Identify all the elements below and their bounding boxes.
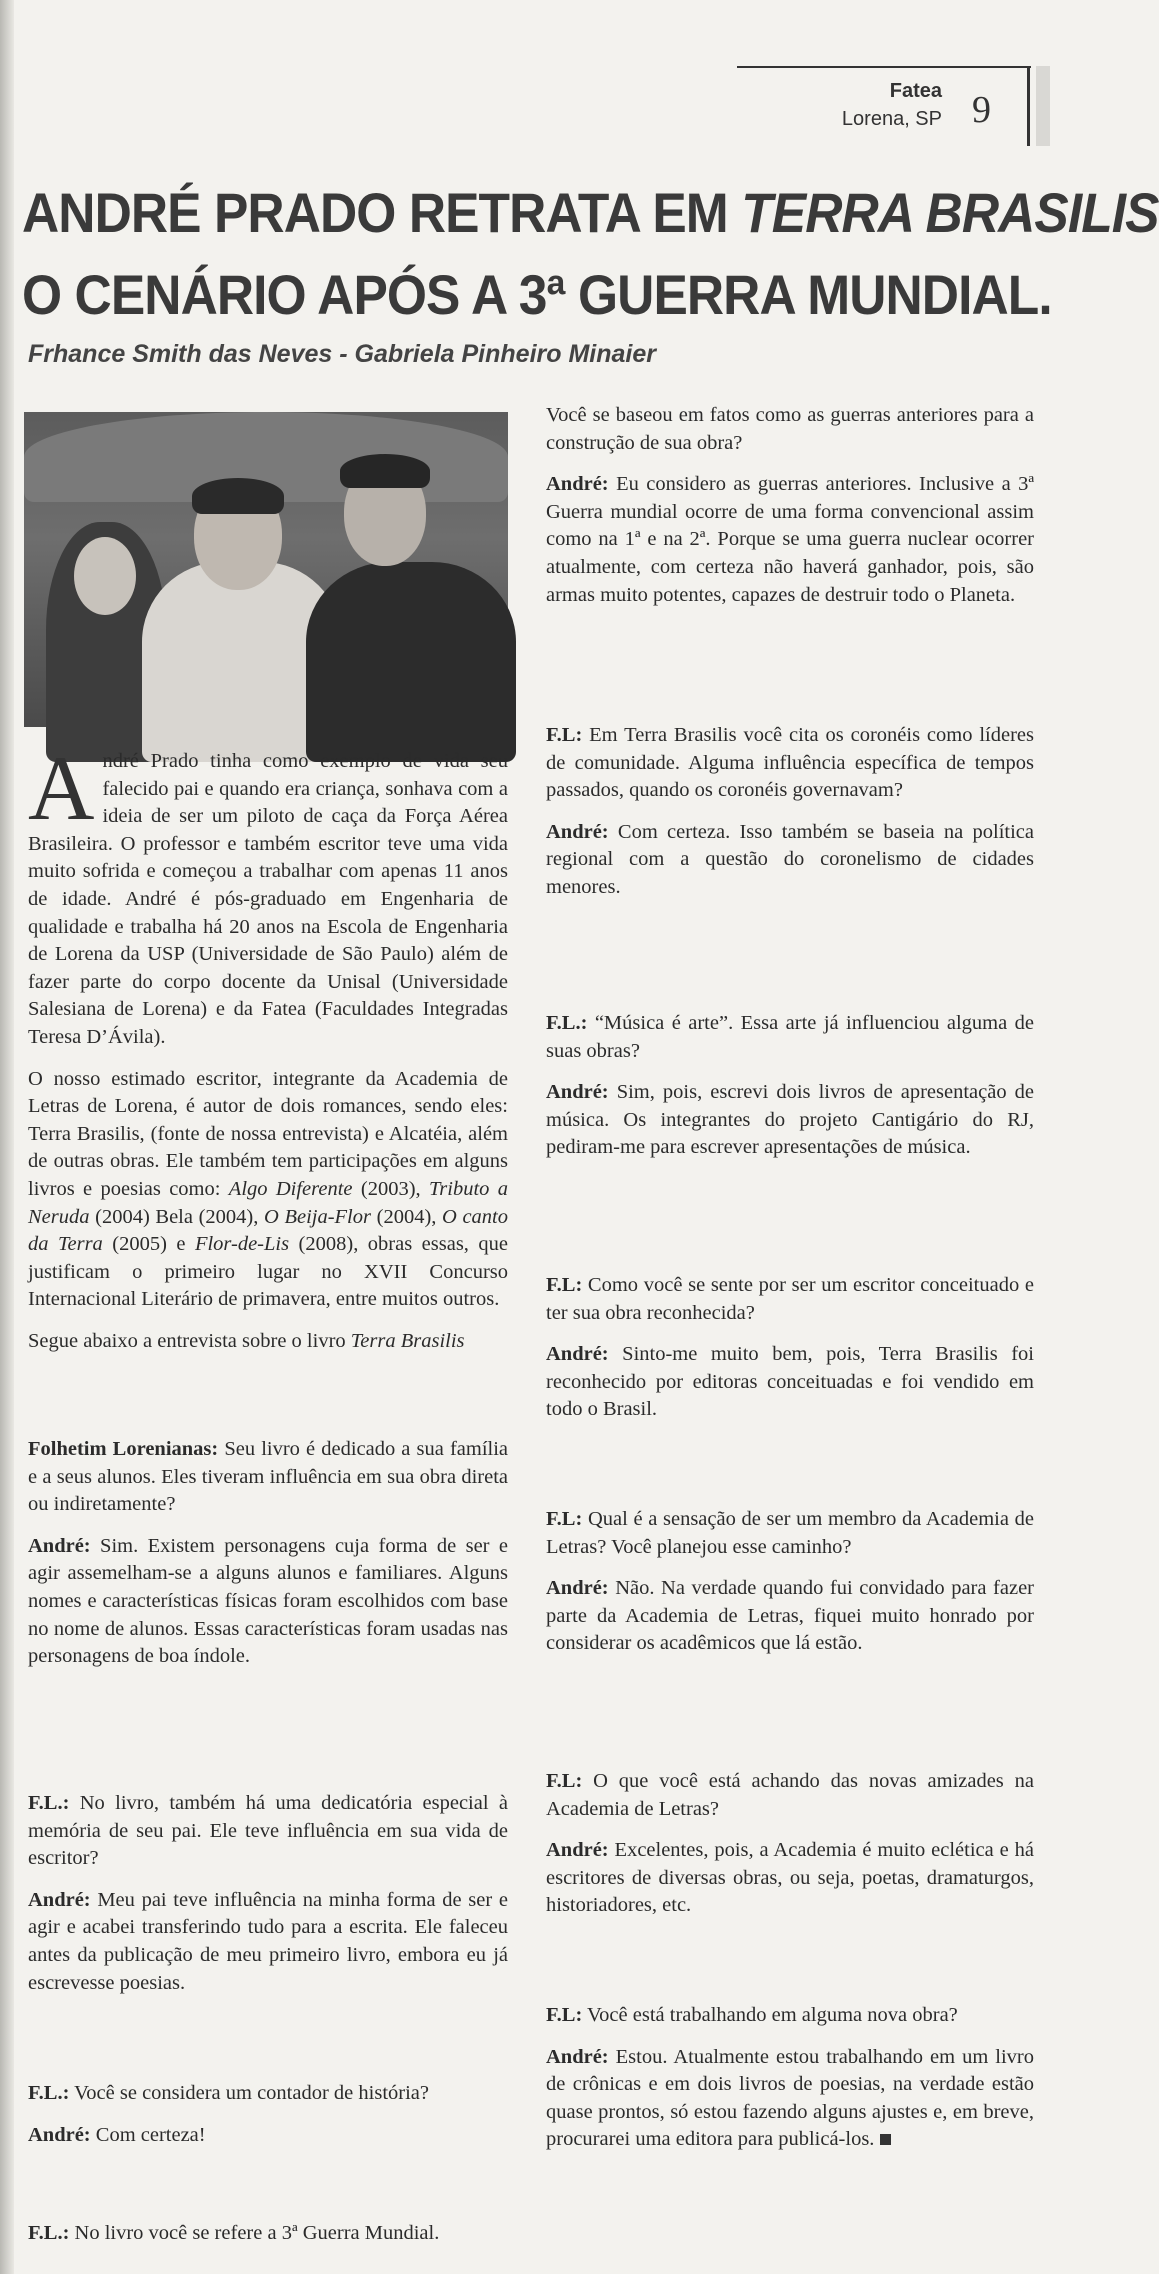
interview-right-block-2: [546, 722, 1034, 916]
answer: André: Sim, pois, escrevi dois livros de apresentação de música. Os integrantes do projeto Cantigário do RJ, pediram-me para escrever apresentações de música.: [546, 1081, 1034, 1159]
interview-photo: [24, 412, 508, 727]
intro-paragraph-1: André Prado tinha como exemplo de vida seu falecido pai e quando era criança, sonhava com a ideia de ser um piloto de caça da Força Aérea Brasileira. O professor e também escritor teve uma vida muito sofrida e começou a trabalhar com apenas 11 anos de idade. André é pós-graduado em Engenharia de qualidade e trabalha há 20 anos na Escola de Engenharia de Lorena da USP (Universidade de São Paulo) além de fazer parte do corpo docente da Unisal (Universidade Salesiana de Lorena) e da Fatea (Faculdades Integradas Teresa D’Ávila).: [28, 737, 508, 1048]
question: F.L.: No livro, também há uma dedicatória especial à memória de seu pai. Ele teve influência em sua vida de escritor?: [28, 1792, 508, 1870]
question: F.L: Como você se sente por ser um escritor conceituado e ter sua obra reconhecida?: [546, 1274, 1034, 1324]
question: F.L.: “Música é arte”. Essa arte já influenciou alguma de suas obras?: [546, 1012, 1034, 1062]
question: Você se baseou em fatos como as guerras anteriores para a construção de sua obra?: [546, 404, 1034, 454]
question: F.L: Você está trabalhando em alguma nova obra?: [546, 2004, 958, 2026]
interview-right-block-3: [546, 1010, 1034, 1176]
interview-right-block-4: [546, 1272, 1034, 1438]
interview-right-block-5: [546, 1506, 1034, 1672]
answer: André: Excelentes, pois, a Academia é muito eclética e há escritores de diversas obras, ou seja, poetas, dramaturgos, historiadores, etc.: [546, 1839, 1034, 1917]
publication-city: Lorena, SP: [841, 108, 942, 130]
header-rule: [737, 66, 1031, 68]
article-authors: Frhance Smith das Neves - Gabriela Pinheiro Minaier: [28, 340, 656, 368]
interview-left-block-2: [28, 1790, 508, 2011]
header-vertical-rule: [1027, 66, 1030, 146]
header-tab: [1036, 66, 1050, 146]
question: Folhetim Lorenianas: Seu livro é dedicado a sua família e a seus alunos. Eles tiveram influência em sua obra direta ou indiretamente?: [28, 1438, 508, 1516]
answer: André: Sim. Existem personagens cuja forma de ser e agir assemelham-se a alguns alunos e familiares. Alguns nomes e características físicas foram escolhidos com base no nome de alunos. Essas características foram usadas nas personagens de boa índole.: [28, 1534, 508, 1668]
question: F.L: Em Terra Brasilis você cita os coronéis como líderes de comunidade. Alguma influência específica de tempos passados, quando os coronéis governavam?: [546, 724, 1034, 802]
drop-cap: A: [28, 737, 95, 839]
interview-left-column: [28, 1436, 508, 1685]
article-title-line1: ANDRÉ PRADO RETRATA EM TERRA BRASILIS: [22, 181, 1159, 244]
answer: André: Meu pai teve influência na minha forma de ser e agir e acabei transferindo tudo para a escrita. Ele faleceu antes da publicação de meu primeiro livro, embora eu já escrevesse poesias.: [28, 1888, 508, 1994]
question: F.L.: No livro você se refere a 3ª Guerra Mundial.: [28, 2222, 440, 2244]
question: F.L.: Você se considera um contador de história?: [28, 2082, 429, 2104]
article-title-line2: O CENÁRIO APÓS A 3ª GUERRA MUNDIAL.: [22, 263, 1052, 326]
question: F.L: O que você está achando das novas amizades na Academia de Letras?: [546, 1770, 1034, 1820]
answer: André: Não. Na verdade quando fui convidado para fazer parte da Academia de Letras, fiquei muito honrado por considerar os acadêmicos que lá estão.: [546, 1577, 1034, 1655]
intro-paragraph-3: Segue abaixo a entrevista sobre o livro Terra Brasilis: [28, 1329, 465, 1352]
page-number: 9: [972, 89, 991, 131]
person-right: [306, 562, 516, 762]
answer: André: Sinto-me muito bem, pois, Terra Brasilis foi reconhecido por editoras conceituadas e foi vendido em todo o Brasil.: [546, 1343, 1034, 1421]
end-of-article-square: [880, 2134, 891, 2145]
answer: André: Com certeza!: [28, 2123, 206, 2146]
interview-left-block-4: [28, 2220, 508, 2262]
answer: André: Eu considero as guerras anteriores. Inclusive a 3ª Guerra mundial ocorre de uma forma convencional assim como na 1ª e na 2ª. Porque se uma guerra nuclear ocorrer atualmente, com certeza não haverá ganhador, pois, são armas muito potentes, capazes de destruir todo o Planeta.: [546, 473, 1034, 606]
interview-right-block-1: [546, 402, 1034, 623]
interview-right-block-6: [546, 1768, 1034, 1934]
article-intro: [28, 737, 509, 1369]
page-edge: [0, 0, 14, 2274]
interview-left-block-3: [28, 2080, 508, 2163]
publication-name: Fatea: [889, 80, 942, 102]
answer: André: Estou. Atualmente estou trabalhando em um livro de crônicas e em dois livros de poesias, na verdade estão quase prontos, só estou fazendo alguns ajustes e, em breve, procurarei uma editora para publicá-los.: [546, 2045, 1034, 2151]
question: F.L: Qual é a sensação de ser um membro da Academia de Letras? Você planejou esse caminho?: [546, 1508, 1034, 1558]
intro-paragraph-2: O nosso estimado escritor, integrante da Academia de Letras de Lorena, é autor de dois romances, sendo eles: Terra Brasilis, (fonte de nossa entrevista) e Alcatéia, além de outras obras. Ele também tem participações em alguns livros e poesias como: Algo Diferente (2003), Tributo a Neruda (2004) Bela (2004), O Beija-Flor (2004), O canto da Terra (2005) e Flor-de-Lis (2008), obras essas, que justificam o primeiro lugar no XVII Concurso Internacional Literário de primavera, entre muitos outros.: [28, 1067, 509, 1311]
interview-right-block-7: [546, 2002, 1034, 2168]
answer: André: Com certeza. Isso também se baseia na política regional com a questão do coronelismo de cidades menores.: [546, 820, 1034, 898]
